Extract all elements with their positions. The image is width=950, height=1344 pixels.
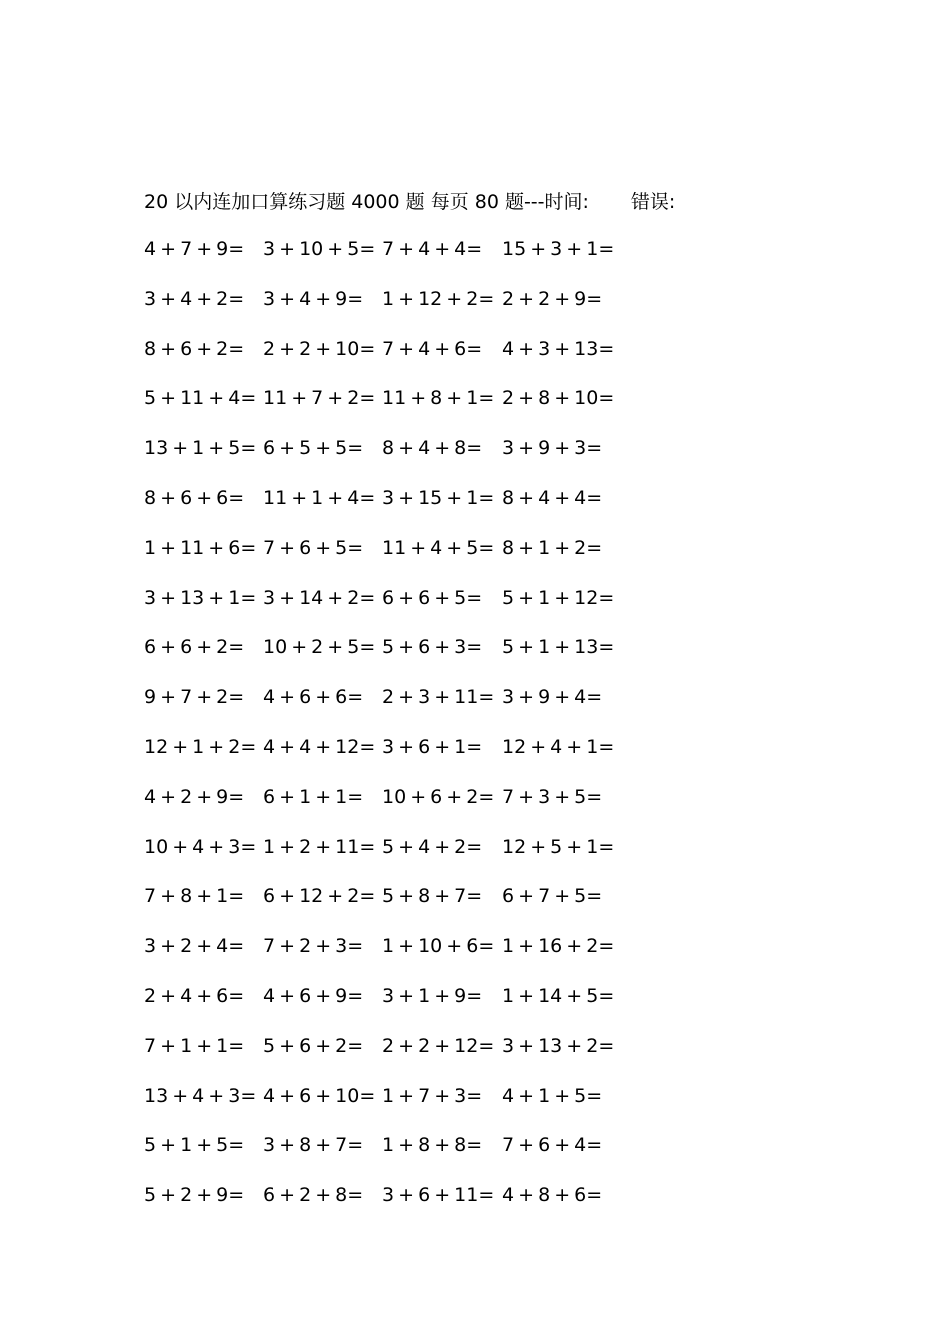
arithmetic-problem: 7 + 4 + 6= — [382, 338, 483, 360]
arithmetic-problem: 5 + 1 + 13= — [502, 636, 615, 658]
arithmetic-problem: 10 + 4 + 3= — [144, 836, 257, 858]
arithmetic-problem: 4 + 3 + 13= — [502, 338, 615, 360]
arithmetic-problem: 3 + 2 + 4= — [144, 935, 245, 957]
arithmetic-problem: 3 + 4 + 2= — [144, 288, 245, 310]
arithmetic-problem: 12 + 5 + 1= — [502, 836, 615, 858]
arithmetic-problem: 2 + 3 + 11= — [382, 686, 495, 708]
arithmetic-problem: 4 + 6 + 9= — [263, 985, 364, 1007]
arithmetic-problem: 4 + 7 + 9= — [144, 238, 245, 260]
arithmetic-problem: 10 + 6 + 2= — [382, 786, 495, 808]
arithmetic-problem: 3 + 4 + 9= — [263, 288, 364, 310]
arithmetic-problem: 11 + 8 + 1= — [382, 387, 495, 409]
arithmetic-problem: 3 + 8 + 7= — [263, 1134, 364, 1156]
arithmetic-problem: 2 + 8 + 10= — [502, 387, 615, 409]
arithmetic-problem: 3 + 13 + 1= — [144, 587, 257, 609]
arithmetic-problem: 7 + 2 + 3= — [263, 935, 364, 957]
arithmetic-problem: 1 + 8 + 8= — [382, 1134, 483, 1156]
arithmetic-problem: 1 + 2 + 11= — [263, 836, 376, 858]
arithmetic-problem: 3 + 10 + 5= — [263, 238, 376, 260]
arithmetic-problem: 7 + 6 + 5= — [263, 537, 364, 559]
arithmetic-problem: 3 + 9 + 4= — [502, 686, 603, 708]
arithmetic-problem: 1 + 14 + 5= — [502, 985, 615, 1007]
arithmetic-problem: 13 + 4 + 3= — [144, 1085, 257, 1107]
arithmetic-problem: 9 + 7 + 2= — [144, 686, 245, 708]
arithmetic-problem: 12 + 4 + 1= — [502, 736, 615, 758]
arithmetic-problem: 6 + 5 + 5= — [263, 437, 364, 459]
worksheet-header — [144, 186, 675, 214]
arithmetic-problem: 1 + 12 + 2= — [382, 288, 495, 310]
arithmetic-problem: 6 + 2 + 8= — [263, 1184, 364, 1206]
arithmetic-problem: 3 + 6 + 1= — [382, 736, 483, 758]
arithmetic-problem: 8 + 4 + 8= — [382, 437, 483, 459]
arithmetic-problem: 1 + 11 + 6= — [144, 537, 257, 559]
arithmetic-problem: 8 + 6 + 6= — [144, 487, 245, 509]
arithmetic-problem: 2 + 4 + 6= — [144, 985, 245, 1007]
arithmetic-problem: 4 + 8 + 6= — [502, 1184, 603, 1206]
errors-label: 错误: — [630, 190, 676, 213]
arithmetic-problem: 8 + 1 + 2= — [502, 537, 603, 559]
arithmetic-problem: 5 + 6 + 3= — [382, 636, 483, 658]
arithmetic-problem: 1 + 7 + 3= — [382, 1085, 483, 1107]
arithmetic-problem: 6 + 12 + 2= — [263, 885, 376, 907]
arithmetic-problem: 3 + 13 + 2= — [502, 1035, 615, 1057]
arithmetic-problem: 3 + 9 + 3= — [502, 437, 603, 459]
arithmetic-problem: 5 + 2 + 9= — [144, 1184, 245, 1206]
arithmetic-problem: 10 + 2 + 5= — [263, 636, 376, 658]
arithmetic-problem: 2 + 2 + 12= — [382, 1035, 495, 1057]
arithmetic-problem: 7 + 8 + 1= — [144, 885, 245, 907]
arithmetic-problem: 5 + 4 + 2= — [382, 836, 483, 858]
arithmetic-problem: 8 + 6 + 2= — [144, 338, 245, 360]
arithmetic-problem: 7 + 1 + 1= — [144, 1035, 245, 1057]
arithmetic-problem: 6 + 6 + 2= — [144, 636, 245, 658]
arithmetic-problem: 4 + 4 + 12= — [263, 736, 376, 758]
arithmetic-problem: 11 + 7 + 2= — [263, 387, 376, 409]
arithmetic-problem: 7 + 4 + 4= — [382, 238, 483, 260]
arithmetic-problem: 12 + 1 + 2= — [144, 736, 257, 758]
arithmetic-problem: 5 + 11 + 4= — [144, 387, 257, 409]
arithmetic-problem: 3 + 1 + 9= — [382, 985, 483, 1007]
arithmetic-problem: 5 + 6 + 2= — [263, 1035, 364, 1057]
arithmetic-problem: 2 + 2 + 9= — [502, 288, 603, 310]
arithmetic-problem: 4 + 1 + 5= — [502, 1085, 603, 1107]
arithmetic-problem: 4 + 6 + 10= — [263, 1085, 376, 1107]
arithmetic-problem: 7 + 6 + 4= — [502, 1134, 603, 1156]
arithmetic-problem: 6 + 7 + 5= — [502, 885, 603, 907]
arithmetic-problem: 11 + 4 + 5= — [382, 537, 495, 559]
arithmetic-problem: 11 + 1 + 4= — [263, 487, 376, 509]
arithmetic-problem: 6 + 1 + 1= — [263, 786, 364, 808]
arithmetic-problem: 13 + 1 + 5= — [144, 437, 257, 459]
arithmetic-problem: 8 + 4 + 4= — [502, 487, 603, 509]
arithmetic-problem: 4 + 6 + 6= — [263, 686, 364, 708]
arithmetic-problem: 5 + 1 + 5= — [144, 1134, 245, 1156]
arithmetic-problem: 4 + 2 + 9= — [144, 786, 245, 808]
arithmetic-problem: 6 + 6 + 5= — [382, 587, 483, 609]
arithmetic-problem: 3 + 14 + 2= — [263, 587, 376, 609]
arithmetic-problem: 1 + 10 + 6= — [382, 935, 495, 957]
arithmetic-problem: 1 + 16 + 2= — [502, 935, 615, 957]
arithmetic-problem: 5 + 8 + 7= — [382, 885, 483, 907]
worksheet-title: 20 以内连加口算练习题 4000 题 每页 80 题---时间: — [144, 190, 589, 213]
arithmetic-problem: 3 + 15 + 1= — [382, 487, 495, 509]
arithmetic-problem: 3 + 6 + 11= — [382, 1184, 495, 1206]
arithmetic-problem: 5 + 1 + 12= — [502, 587, 615, 609]
arithmetic-problem: 2 + 2 + 10= — [263, 338, 376, 360]
arithmetic-problem: 7 + 3 + 5= — [502, 786, 603, 808]
arithmetic-problem: 15 + 3 + 1= — [502, 238, 615, 260]
